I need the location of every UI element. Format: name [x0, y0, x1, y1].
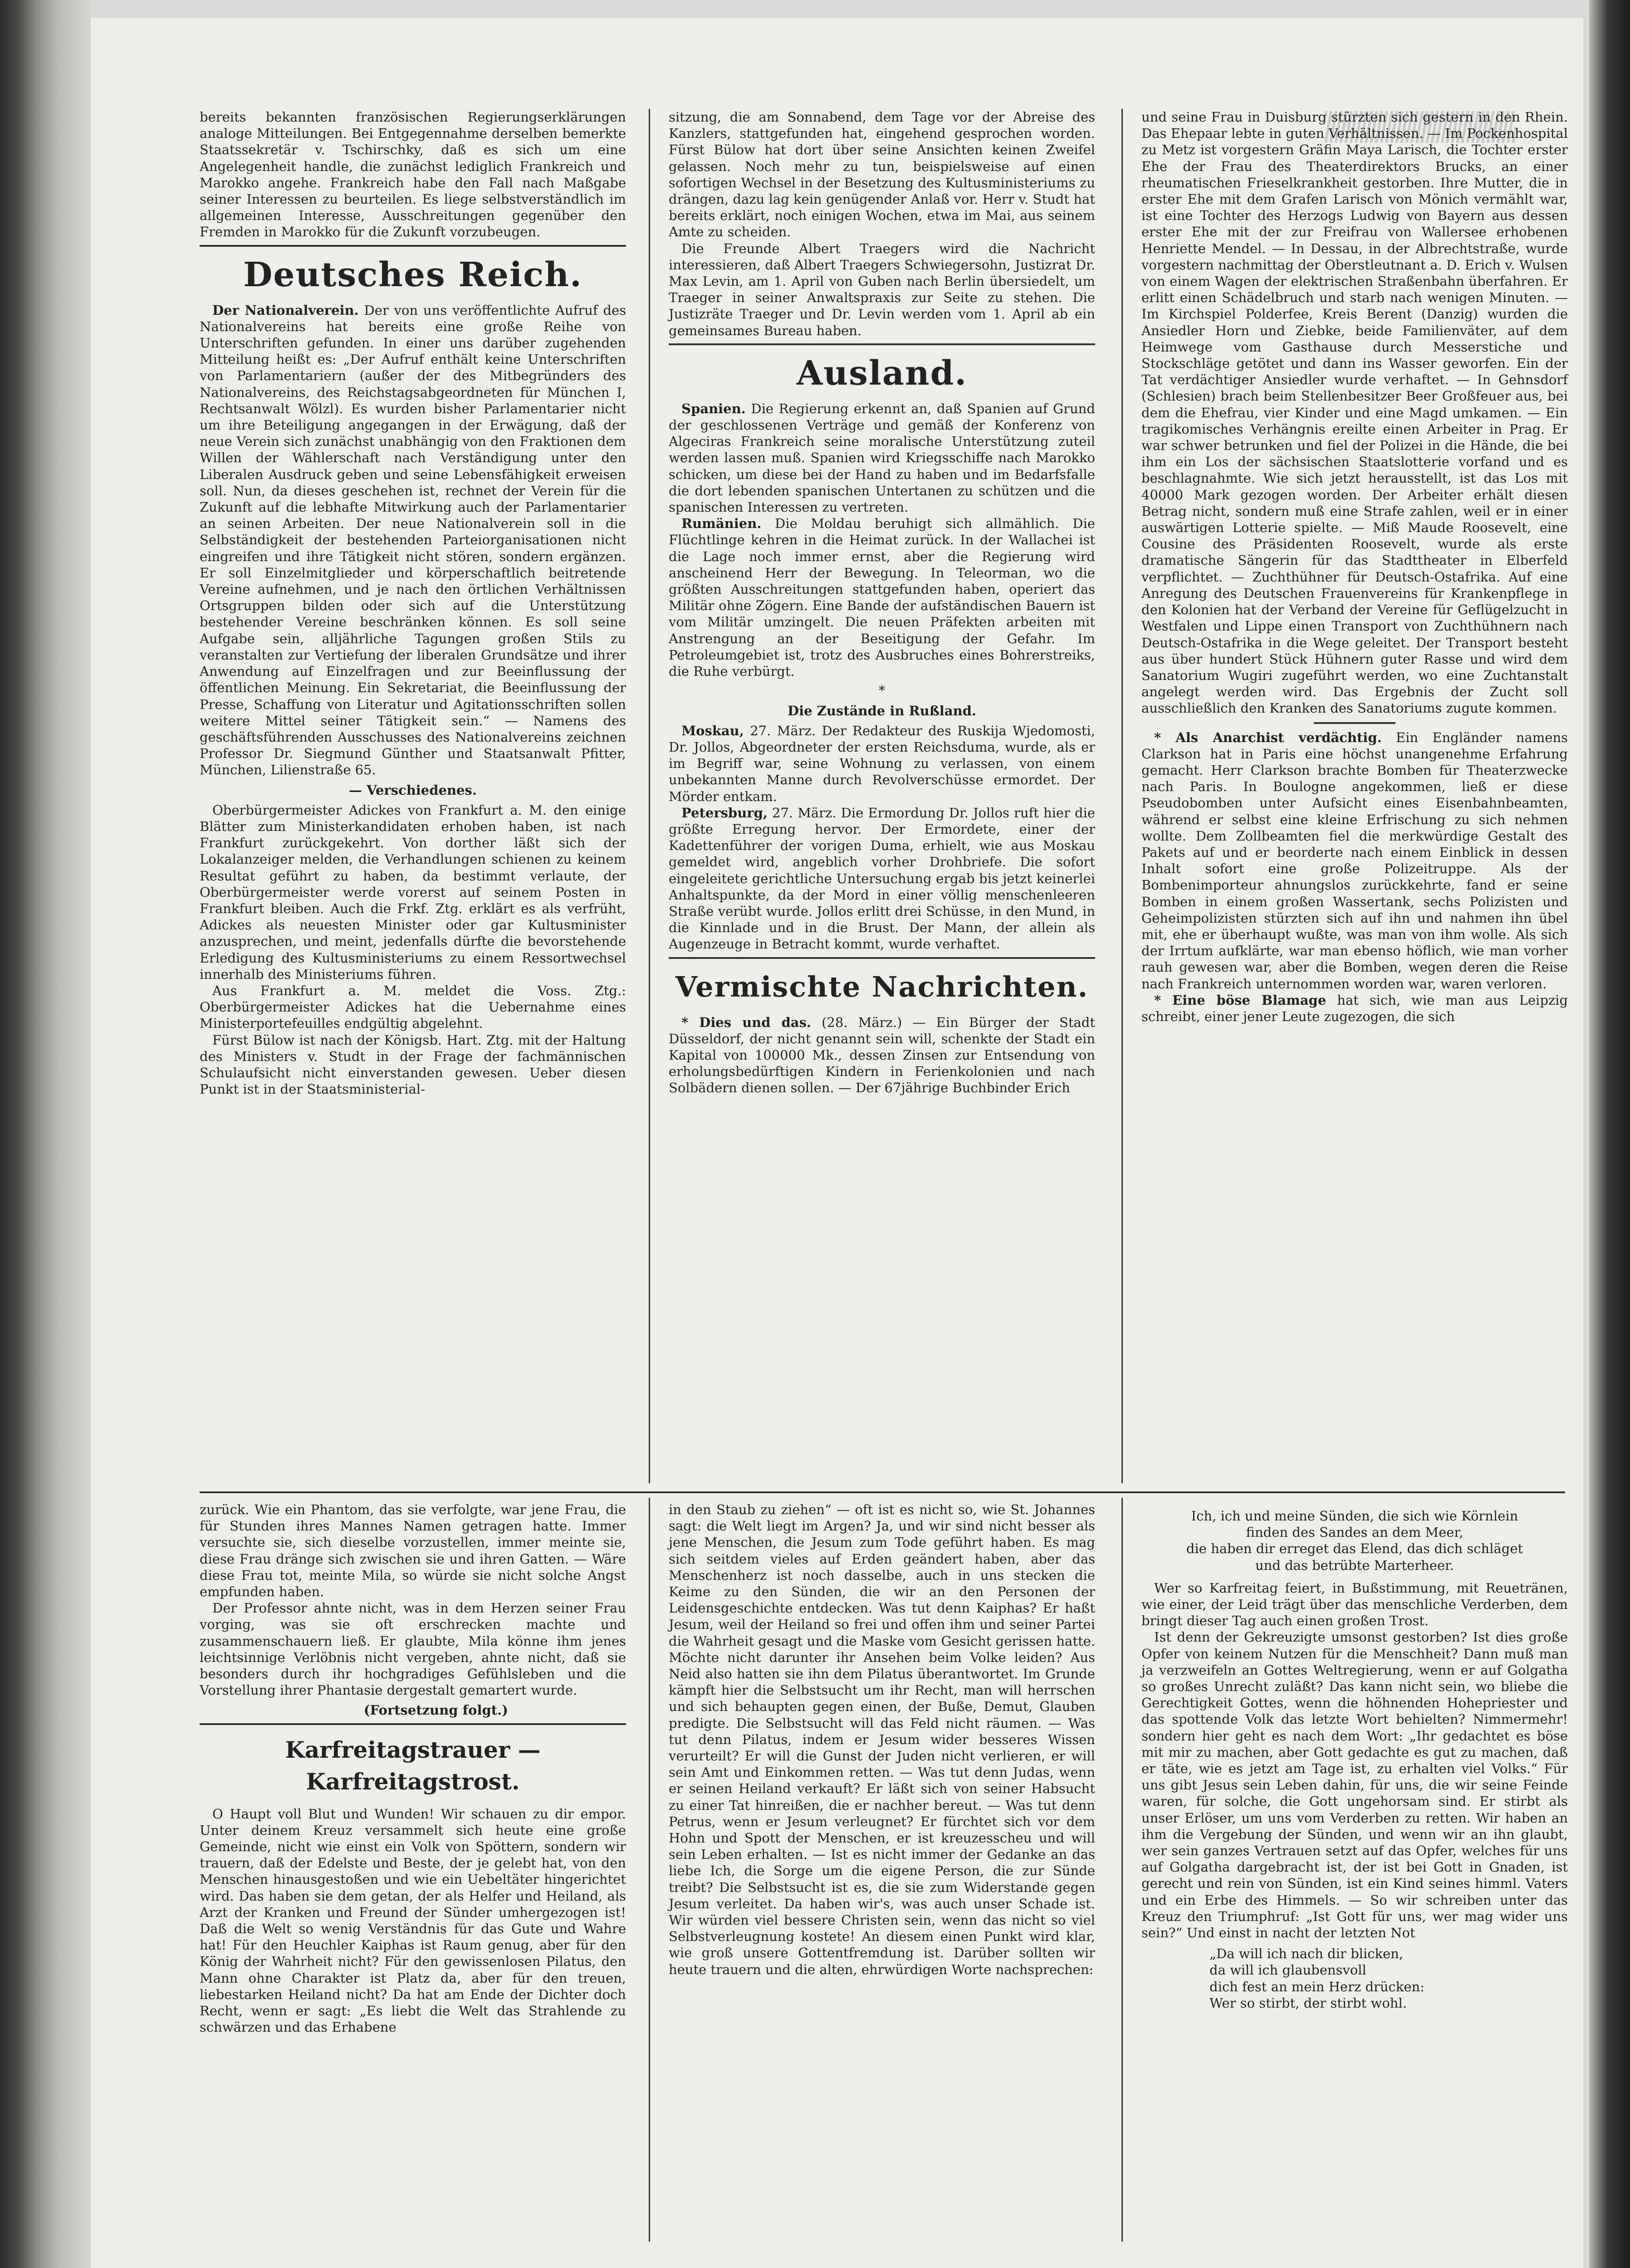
section-heading-vermischte-nachrichten: Vermischte Nachrichten.: [675, 970, 1089, 1003]
article-anarchist: [1141, 729, 1568, 992]
article-petersburg: [669, 805, 1095, 953]
article-text: (28. März.) — Ein Bürger der Stadt Düsseldorf, der nicht genannt sein will, schenkte der Stadt ein Kapital von 100000 Mk., dessen Zinsen zur Entsendung von erholungsbedürftigen Kindern in Ferienkolonien und nach Solbädern dienen sollen. — Der 67jährige Buchbinder Erich: [669, 1014, 1095, 1096]
feuilleton-column-1: [200, 1501, 626, 2035]
section-divider: [669, 343, 1095, 345]
page-body: [200, 109, 1568, 2241]
essay-paragraph: Wer so Karfreitag feiert, in Bußstimmung, mit Reuetränen, wie einer, der Leid trägt über das menschliche Verderben, dem bringt dieser Tag auch einen großen Trost.: [1141, 1580, 1568, 1629]
column-rule: [1121, 109, 1123, 1483]
section-divider: [200, 245, 626, 247]
essay-paragraph: in den Staub zu ziehen“ — oft ist es nicht so, wie St. Johannes sagt: die Welt liegt im Argen? Ja, und wir sind nicht besser als jene Menschen, die Jesum zum Tode geführt haben. Es mag sich seitdem vieles auf Erden geändert haben, aber das Menschenherz ist noch dasselbe, auch in uns stecken die Keime zu den Sünden, die wir an den Personen der Leidensgeschichte entdecken. Was tut denn Kaiphas? Er haßt Jesum, weil der Heiland so frei und offen ihm und seiner Partei die Wahrheit gesagt und die Maske vom Gesicht gerissen hatte. Möchte nicht darunter ihr Ansehen beim Volke leiden? Aus Neid also hatten sie ihn dem Pilatus überantwortet. Im Grunde kämpft hier die Selbstsucht um ihr Recht, man will herrschen und sich behaupten gegen einen, der Buße, Demut, Glauben predigte. Die Selbstsucht will das Feld nicht räumen. — Was tut denn Pilatus, indem er Jesum wider besseres Wissen verurteilt? Er will die Gunst der Juden nicht verlieren, er will sein Amt und Einkommen retten. — Was tut denn Judas, wenn er seinen Heiland verkauft? Er läßt sich von seiner Habsucht zu einer Tat hinreißen, die er nachher bereut. — Was tut denn Petrus, wenn er Jesum verleugnet? Er fürchtet sich vor dem Hohn und Spott der Menschen, er ist kreuzesscheu und will sein Leben erhalten. — Ist es nicht immer der Gedanke an das liebe Ich, die Sorge um die eigene Person, die zur Sünde treibt? Die Selbstsucht ist es, die sie zum Widerstande gegen Jesum verleitet. Da haben wir's, was auch unser Schade ist. Wir würden viel bessere Christen sein, wenn das nicht so viel Selbstverleugnung kostete! An diesem einen Punkt wird klar, wie groß unsere Gottentfremdung ist. Darüber sollten wir heute trauern und die alten, ehrwürdigen Worte nachsprechen:: [669, 1502, 1096, 1977]
story-paragraph: zurück. Wie ein Phantom, das sie verfolgte, war jene Frau, die für Stunden ihres Mannes Namen getragen hatte. Immer versuchte sie, sich dieselbe vorzustellen, immer meinte sie, diese Frau dränge sich zwischen sie und ihren Gatten. — Wäre diese Frau tot, meinte Mila, so würde sie nicht solche Angst empfunden haben.: [200, 1502, 626, 1600]
column-rule: [649, 109, 650, 1483]
article-label: Spanien.: [681, 401, 746, 416]
article-text: 27. März. Der Redakteur des Ruskija Wjedomosti, Dr. Jollos, Abgeordneter der ersten Reichsduma, wurde, als er im Begriff war, seine Wohnung zu verlassen, von einem unbekannten Manne durch Revolverschüsse ermordet. Der Mörder entkam.: [669, 723, 1096, 804]
article-text: hat sich, wie man aus Leipzig schreibt, einer jener Leute zugezogen, die sich: [1141, 992, 1568, 1024]
verse-line: die haben dir erreget das Elend, das dich schläget: [1186, 1541, 1523, 1557]
verse-line: „Da will ich nach dir blicken,: [1209, 1946, 1404, 1962]
verse-line: und das betrübte Marterheer.: [1255, 1557, 1454, 1573]
column-rule: [1121, 1498, 1123, 2242]
short-divider: [1314, 722, 1395, 724]
article-label: Moskau,: [681, 723, 744, 738]
column-3: [1141, 109, 1568, 1025]
column-2: [669, 109, 1095, 1096]
article-blamage: [1141, 992, 1568, 1025]
continued-paragraph: sitzung, die am Sonnabend, dem Tage vor der Abreise des Kanzlers, stattgefunden hat, eingehend gesprochen worden. Fürst Bülow hat dort über seine Ansichten keinen Zweifel gelassen. Noch mehr zu tun, beispielsweise auf einen sofortigen Wechsel in der Besetzung des Kultusministeriums zu drängen, dazu lag kein genügender Anlaß vor. Herr v. Studt hat bereits erklärt, noch einigen Wochen, etwa im Mai, aus seinem Amte zu scheiden.: [669, 109, 1095, 240]
feuilleton-column-3: [1141, 1501, 1568, 2011]
column-rule: [649, 1498, 650, 2242]
essay-paragraph: O Haupt voll Blut und Wunden! Wir schauen zu dir empor. Unter deinem Kreuz versammelt sich heute eine große Gemeinde, nicht wie einst ein Volk von Spöttern, sondern wir trauern, daß der Edelste und Beste, der je gelebt hat, von den Menschen hinausgestoßen und wie ein Uebeltäter hingerichtet wird. Das haben sie dem getan, der als Helfer und Heiland, als Arzt der Kranken und Freund der Sünder umhergezogen ist! Daß die Welt so wenig Verständnis für das Gute und Wahre hat! Für den Heuchler Kaiphas ist Raum genug, aber für den König der Wahrheit nicht? Für den gewissenlosen Pilatus, den Mann ohne Charakter ist Platz da, aber für den treuen, liebestarken Heiland nicht? Da hat am Ende der Dichter doch Recht, wenn er sagt: „Es liebt die Welt das Strahlende zu schwärzen und das Erhabene: [200, 1806, 626, 2035]
article-rumaenien: [669, 515, 1095, 679]
article-label: Petersburg,: [681, 805, 768, 821]
article-paragraph: Aus Frankfurt a. M. meldet die Voss. Ztg.: Oberbürgermeister Adickes hat die Uebernahme eines Ministerportefeuilles endgültig abgelehnt.: [200, 982, 626, 1031]
subheading-russland: Die Zustände in Rußland.: [787, 703, 977, 719]
verse-line: Wer so stirbt, der stirbt wohl.: [1209, 1995, 1407, 2011]
verse-line: dich fest an mein Herz drücken:: [1209, 1979, 1424, 1994]
article-label: Der Nationalverein.: [212, 302, 359, 318]
section-divider: [669, 957, 1095, 959]
verse-line: Ich, ich und meine Sünden, die sich wie Körnlein: [1191, 1508, 1518, 1524]
verse-line: finden des Sandes an dem Meer,: [1246, 1525, 1464, 1540]
article-text: Der von uns veröffentlichte Aufruf des Nationalvereins hat bereits eine große Reihe von Unterschriften gefunden. In einer uns darüber zugehenden Mitteilung heißt es: „Der Aufruf enthält keine Unterschriften von Parlamentariern (außer der des Mitbegründers des Nationalvereins, des Reichstagsabgeordneten für München I, Rechtsanwalt Wölzl). Es wurden bisher Parlamentarier nicht um ihre Beteiligung angegangen in der Erwägung, daß der neue Verein sich zunächst unabhängig von den Fraktionen dem Willen der Wählerschaft nach Verständigung unter den Liberalen Ausdruck geben und seine Lebensfähigkeit erweisen soll. Nun, da dieses geschehen ist, rechnet der Verein für die Zukunft auf die lebhafte Mitwirkung auch der Parlamentarier an seinen Arbeiten. Der neue Nationalverein soll in die Selbständigkeit der bestehenden Parteiorganisationen nicht eingreifen und ihre Tätigkeit nicht stören, sondern ergänzen. Er soll Einzelmitglieder und körperschaftlich beitretende Vereine aufnehmen, und je nach den örtlichen Verhältnissen Ortsgruppen bilden oder sich auf die Unterstützung bestehender Vereine beschränken können. Es soll seine Aufgabe sein, alljährliche Tagungen großen Stils zu veranstalten zur Vertiefung der liberalen Grundsätze und ihrer Anwendung auf Einzelfragen und zur Beeinflussung der öffentlichen Meinung. Ein Sekretariat, die Beeinflussung der Presse, Schaffung von Literatur und Agitationsschriften sollen weitere Mittel seiner Tätigkeit sein.“ — Namens des geschäftsführenden Ausschusses des Nationalvereins zeichnen Professor Dr. Siegmund Günther und Staatsanwalt Pfitter, München, Lilienstraße 65.: [200, 302, 627, 778]
article-text: Ein Engländer namens Clarkson hat in Paris eine höchst unangenehme Erfahrung gemacht. Herr Clarkson brachte Bomben für Theaterzwecke nach Paris. In Boulogne angekommen, ließ er diese Pseudobomben unter Aufsicht eines Eisenbahnbeamten, während er selbst eine kleine Erfrischung zu sich nehmen wollte. Dem Zollbeamten fiel die merkwürdige Gestalt des Pakets auf und er beorderte nach einem Einblick in dessen Inhalt sofort eine große Polizeitruppe. Als der Bombenimporteur ahnungslos zurückkehrte, fand er seine Bomben in einem großen Wassertank, sechs Polizisten und Geheimpolizisten stürzten sich auf ihn und nahmen ihn übel mit, ehe er überhaupt wußte, was man von ihm wolle. Als sich der Irrtum aufklärte, war man ebenso höflich, wie man vorher rauh gewesen war, aber die Bomben, wegen deren die Reise nach Frankreich unternommen worden war, waren verloren.: [1141, 729, 1568, 992]
article-spanien: [669, 401, 1095, 515]
article-paragraph: Oberbürgermeister Adickes von Frankfurt a. M. den einige Blätter zum Ministerkandidaten erhoben haben, ist nach Frankfurt zurückgekehrt. Von dorther läßt sich der Lokalanzeiger melden, die Verhandlungen schienen zu keinem Resultat geführt zu haben, da bestimmt verlaute, der Oberbürgermeister werde vorerst auf seinem Posten in Frankfurt bleiben. Auch die Frkf. Ztg. erklärt es als verfrüht, Adickes als neuesten Minister oder gar Kultusminister anzusprechen, und meint, jedenfalls dürfte die bevorstehende Erledigung des Kultusministeriums zu einem Ressortwechsel innerhalb des Ministeriums führen.: [200, 802, 626, 982]
feuilleton-divider: [200, 1491, 1565, 1493]
section-heading-ausland: Ausland.: [796, 353, 968, 393]
column-1: [200, 109, 626, 1097]
section-heading-deutsches-reich: Deutsches Reich.: [243, 255, 582, 294]
article-label: * Eine böse Blamage: [1154, 992, 1327, 1008]
hymn-verse: [1141, 1508, 1568, 1574]
subheading-verschiedenes: — Verschiedenes.: [349, 782, 477, 798]
article-label: Rumänien.: [681, 516, 762, 532]
continued-paragraph: und seine Frau in Duisburg stürzten sich gestern in den Rhein. Das Ehepaar lebte in guten Verhältnissen. — Im Pockenhospital zu Metz ist vorgestern Gräfin Maya Larisch, die Tochter erster Ehe der Frau des Theaterdirektors Brucks, an einer rheumatischen Frieselkrankheit gestorben. Ihre Mutter, die in erster Ehe mit dem Grafen Larisch von Mönich vermählt war, ist eine Tochter des Herzogs Ludwig von Bayern aus dessen erster Ehe mit der zur Freifrau von Wallersee erhobenen Henriette Mendel. — In Dessau, in der Albrechtstraße, wurde vorgestern nachmittag der Oberstleutnant a. D. Erich v. Wulsen von einem Wagen der elektrischen Straßenbahn überfahren. Er erlitt einen Schädelbruch und starb nach wenigen Minuten. — Im Kirchspiel Polderfee, Kreis Berent (Danzig) wurden die Ansiedler Horn und Ziebke, beide Familienväter, auf dem Heimwege vom Gasthause durch Messerstiche und Stockschläge getötet und dann ins Wasser geworfen. Ein der Tat verdächtiger Ansiedler wurde verhaftet. — In Gehnsdorf (Schlesien) brach beim Stellenbesitzer Beer Großfeuer aus, bei dem die Ehefrau, vier Kinder und eine Magd umkamen. — Ein tragikomisches Verhängnis ereilte einen Arbeiter in Prag. Er war schwer betrunken und fiel der Polizei in die Hände, die bei ihm ein Los der sächsischen Staatslotterie vorfand und es beschlagnahmte. Wie sich jetzt herausstellt, ist das Los mit 40000 Mark gezogen worden. Der Arbeiter erhält diesen Betrag nicht, sondern muß eine Strafe zahlen, weil er in einer auswärtigen Lotterie spielte. — Miß Maude Roosevelt, eine Cousine des Präsidenten Roosevelt, wurde als erste dramatische Sängerin für das Stadttheater in Elberfeld verpflichtet. — Zuchthühner für Deutsch-Ostafrika. Auf eine Anregung des Deutschen Frauenvereins für Krankenpflege in den Kolonien hat der Verband der Vereine für Geflügelzucht in Westfalen und Lippe einen Transport von Zuchthühnern nach Deutsch-Ostafrika in die Wege geleitet. Der Transport besteht aus über hundert Stück Hühnern guter Rasse und wird dem Sanatorium Wugiri zugeführt werden, wo eine Zuchtanstalt angelegt werden wird. Das Ergebnis der Zucht soll ausschließlich den Kranken des Sanatoriums zugute kommen.: [1141, 109, 1568, 716]
article-text: Die Regierung erkennt an, daß Spanien auf Grund der geschlossenen Verträge und gemäß der Konferenz von Algeciras Frankreich seine moralische Unterstützung zuteil werden lassen muß. Spanien wird Kriegsschiffe nach Marokko schicken, um diese bei der Hand zu haben und im Bedarfsfalle die dort lebenden spanischen Untertanen zu schützen und die spanischen Interessen zu vertreten.: [669, 401, 1095, 515]
article-label: * Als Anarchist verdächtig.: [1154, 729, 1382, 745]
to-be-continued: (Fortsetzung folgt.): [363, 1702, 508, 1718]
section-divider: [200, 1723, 626, 1725]
closing-verse: [1209, 1945, 1568, 2011]
story-paragraph: Der Professor ahnte nicht, was in dem Herzen seiner Frau vorging, was sie oft erschrecken machte und zusammenschauern ließ. Er glaubte, Mila könne ihm jenes leichtsinnige Verlöbnis nicht vergeben, ahnte nicht, daß sie besonders durch ihr hochgradiges Gefühlsleben und die Vorstellung ihrer Phantasie dergestalt gemartert wurde.: [200, 1600, 626, 1698]
article-text: 27. März. Die Ermordung Dr. Jollos ruft hier die größte Erregung hervor. Der Ermordete, einer der Kadettenführer der vorigen Duma, erhielt, wie aus Moskau gemeldet wird, angeblich vorher Drohbriefe. Die sofort eingeleitete gerichtliche Untersuchung ergab bis jetzt keinerlei Anhaltspunkte, da der Mord in einer völlig menschenleeren Straße verübt wurde. Jollos erlitt drei Schüsse, in den Mund, in die Kinnlade und in die Brust. Der Mann, der allein als Augenzeuge in Betracht kommt, wurde verhaftet.: [669, 805, 1095, 952]
article-dies-und-das: [669, 1014, 1095, 1096]
essay-paragraph: Ist denn der Gekreuzigte umsonst gestorben? Ist dies große Opfer von keinem Nutzen für die Menschheit? Dann muß man ja verzweifeln an Gottes Weltregierung, wenn er auf Golgatha so großes Unrecht zuläßt? Das kann nicht sein, wo bliebe die Gerechtigkeit Gottes, wenn die höhnenden Hohepriester und das spottende Volk das letzte Wort behielten? Nimmermehr! sondern hier geht es nach dem Wort: „Ihr gedachtet es böse mit mir zu machen, aber Gott gedachte es gut zu machen, daß er täte, wie es jetzt am Tage ist, zu erhalten viel Volks.“ Für uns gibt Jesus sein Leben dahin, für uns, die wir seine Feinde waren, für solche, die Gott ungehorsam sind. Er stirbt als unser Erlöser, um uns vom Verderben zu retten. Wir haben an ihm die Vergebung der Sünden, und wenn wir an ihn glaubt, wer sein ganzes Vertrauen setzt auf das Opfer, welches für uns auf Golgatha dargebracht ist, der ist bei Gott in Gnaden, ist gerecht und rein von Sünden, ist ein Kind seines himml. Vaters und ein Erbe des Himmels. — So wir schreiben unter das Kreuz den Triumphruf: „Ist Gott für uns, wer mag wider uns sein?“ Und einst in nacht der letzten Not: [1141, 1629, 1568, 1941]
article-nationalverein: [200, 302, 626, 778]
page-edge-shadow: [1589, 0, 1630, 2268]
karfreitag-heading: Karfreitagstrauer — Karfreitagstrost.: [285, 1736, 541, 1795]
article-moskau: [669, 723, 1095, 805]
separator-asterisk: *: [878, 683, 886, 699]
verse-line: da will ich glaubensvoll: [1209, 1962, 1366, 1978]
book-binding-shadow: [0, 0, 91, 2268]
article-paragraph: Die Freunde Albert Traegers wird die Nachricht interessieren, daß Albert Traegers Schwiegersohn, Justizrat Dr. Max Levin, am 1. April von Guben nach Berlin übersiedelt, um Traeger in seiner Anwaltspraxis zur Seite zu stehen. Die Justizräte Traeger und Dr. Levin werden vom 1. April ab ein gemeinsames Bureau haben.: [669, 240, 1095, 338]
article-label: * Dies und das.: [681, 1014, 811, 1030]
article-paragraph: Fürst Bülow ist nach der Königsb. Hart. Ztg. mit der Haltung des Ministers v. Studt in der Frage der fachmännischen Schulaufsicht nicht einverstanden gewesen. Ueber diesen Punkt ist in der Staatsministerial-: [200, 1032, 626, 1097]
feuilleton-column-2: [669, 1501, 1095, 1978]
article-text: Die Moldau beruhigt sich allmählich. Die Flüchtlinge kehren in die Heimat zurück. In der Wallachei ist die Lage noch immer ernst, aber die Regierung wird anscheinend Herr der Bewegung. In Teleorman, wo die größten Ausschreitungen stattgefunden haben, operiert das Militär ohne Zögern. Eine Bande der aufständischen Bauern ist vom Militär umzingelt. Die neuen Präfekten arbeiten mit Anstrengung an der Beseitigung der Gefahr. Im Petroleumgebiet ist, trotz des Ausbruches eines Bohrerstreiks, die Ruhe verbürgt.: [669, 516, 1095, 679]
continued-paragraph: bereits bekannten französischen Regierungserklärungen analoge Mitteilungen. Bei Entgegennahme derselben bemerkte Staatssekretär v. Tschirschky, daß es sich um eine Angelegenheit handle, die zunächst lediglich Frankreich und Marokko angehe. Frankreich habe den Fall nach Maßgabe seiner Interessen zu beurteilen. Es liege selbstverständlich im allgemeinen Interesse, Ausschreitungen gegenüber den Fremden in Marokko für die Zukunft vorzubeugen.: [200, 109, 626, 240]
